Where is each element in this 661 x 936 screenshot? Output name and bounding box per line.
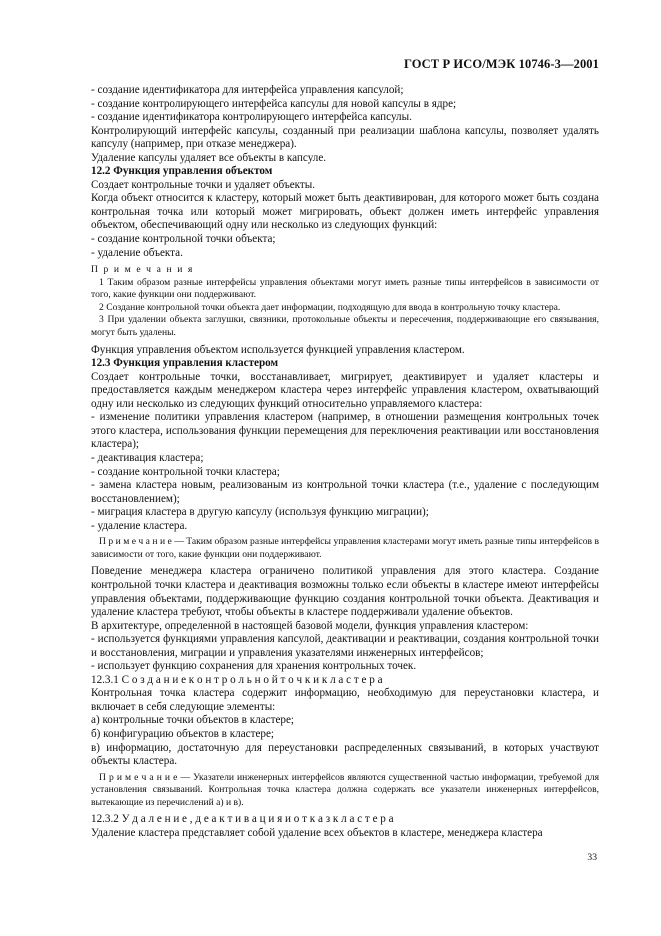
list-item: - изменение политики управления кластером (например, в отношении размещения контрольных точек этого кластера, использования функции перемещения для переключения реактивации или восстановления кластера);: [91, 411, 599, 451]
paragraph: В архитектуре, определенной в настоящей базовой модели, функция управления кластером:: [91, 619, 529, 632]
paragraph: Создает контрольные точки и удаляет объекты.: [91, 178, 316, 191]
list-item: - миграция кластера в другую капсулу (используя функцию миграции);: [91, 506, 429, 519]
note-item: П р и м е ч а н и е — Указатели инженерных интерфейсов являются существенной частью информации, требуемой для установления связываний. Контрольная точка кластера должна содержать все указатели инженерных интерфейсов, вытекающие из перечислений а) и в).: [91, 771, 599, 808]
list-item: - создание контролирующего интерфейса капсулы для новой капсулы в ядре;: [91, 97, 457, 110]
notes-title: П р и м е ч а н и я: [91, 264, 194, 276]
paragraph: Поведение менеджера кластера ограничено политикой управления для этого кластера. Создание контрольной точки кластера и деактивация возможны только если объекты в кластере имеют интерфейсы управления объектами, поддерживающие функцию создания контрольной точки объекта. Деактивация и удаление кластера требуют, чтобы объекты в кластере поддерживали удаление объектов.: [91, 565, 599, 619]
list-item: - создание контрольной точки кластера;: [91, 465, 280, 478]
list-item: - используется функциями управления капсулой, деактивации и реактивации, создания контрольной точки и восстановления, миграции и управления указателями инженерных интерфейсов;: [91, 633, 599, 659]
paragraph: Контролирующий интерфейс капсулы, созданный при реализации шаблона капсулы, позволяет удалять капсулу (например, при отказе менеджера).: [91, 124, 599, 151]
section-heading: 12.2 Функция управления объектом: [91, 165, 273, 178]
list-item: - удаление кластера.: [91, 519, 188, 532]
list-item: - деактивация кластера;: [91, 452, 204, 464]
notes-block: [91, 263, 599, 340]
list-item: - создание идентификатора контролирующего интерфейса капсулы.: [91, 111, 412, 124]
note-block: [91, 536, 599, 561]
document-header: ГОСТ Р ИСО/МЭК 10746-3—2001: [403, 57, 599, 71]
list-item: - использует функцию сохранения для хранения контрольных точек.: [91, 660, 417, 673]
list-item: - удаление объекта.: [91, 246, 183, 259]
paragraph: Создает контрольные точки, восстанавливает, мигрирует, деактивирует и удаляет кластеры и предоставляется каждым менеджером кластера через интерфейс управления кластером, охватывающий одну или несколько из следующих функций относительно управляемого кластера:: [91, 370, 599, 410]
note-item: 2 Создание контрольной точки объекта дает информации, подходящую для ввода в контрольную точку кластера.: [99, 301, 561, 313]
paragraph: Функция управления объектом используется функцией управления кластером.: [91, 343, 465, 356]
list-item: - создание идентификатора для интерфейса управления капсулой;: [91, 84, 404, 96]
document-body: [91, 84, 599, 841]
subsection-heading: 12.3.1 С о з д а н и е к о н т р о л ь н о й т о ч к и к л а с т е р а: [91, 673, 383, 686]
paragraph: Удаление капсулы удаляет все объекты в капсуле.: [91, 151, 327, 164]
list-item: а) контрольные точки объектов в кластере;: [91, 714, 294, 727]
note-item: П р и м е ч а н и е — Таким образом разные интерфейсы управления кластерами могут иметь разные типы интерфейсов в зависимости от того, какие функции они поддерживают.: [91, 536, 599, 560]
subsection-heading: 12.3.2 У д а л е н и е , д е а к т и в а ц и я и о т к а з к л а с т е р а: [91, 813, 394, 826]
page-number: 33: [587, 852, 597, 863]
paragraph: Контрольная точка кластера содержит информацию, необходимую для переустановки кластера, и включает в себя следующие элементы:: [91, 687, 599, 713]
list-item: в) информацию, достаточную для переустановки распределенных связываний, в которых участвуют объекты кластера.: [91, 741, 599, 768]
section-heading: 12.3 Функция управления кластером: [91, 357, 279, 370]
list-item: - создание контрольной точки объекта;: [91, 233, 276, 246]
list-item: - замена кластера новым, реализованым из контрольной точки кластера (т.е., удаление с последующим восстановлением);: [91, 479, 599, 505]
paragraph: Когда объект относится к кластеру, который может быть деактивирован, для которого может быть создана контрольная точка или который может мигрировать, объект должен иметь интерфейс управления объектом, обеспечивающий одну или несколько из следующих функций:: [91, 192, 599, 232]
note-item: 3 При удалении объекта заглушки, связники, протокольные объекты и пересечения, поддерживающие его связывания, могут быть удалены.: [91, 314, 599, 339]
list-item: б) конфигурацию объектов в кластере;: [91, 728, 275, 741]
note-item: 1 Таким образом разные интерфейсы управления объектами могут иметь разные типы интерфейсов в зависимости от того, какие функции они поддерживают.: [91, 276, 599, 301]
paragraph: Удаление кластера представляет собой удаление всех объектов в кластере, менеджера кластера: [91, 827, 543, 839]
note-block: [91, 772, 599, 810]
